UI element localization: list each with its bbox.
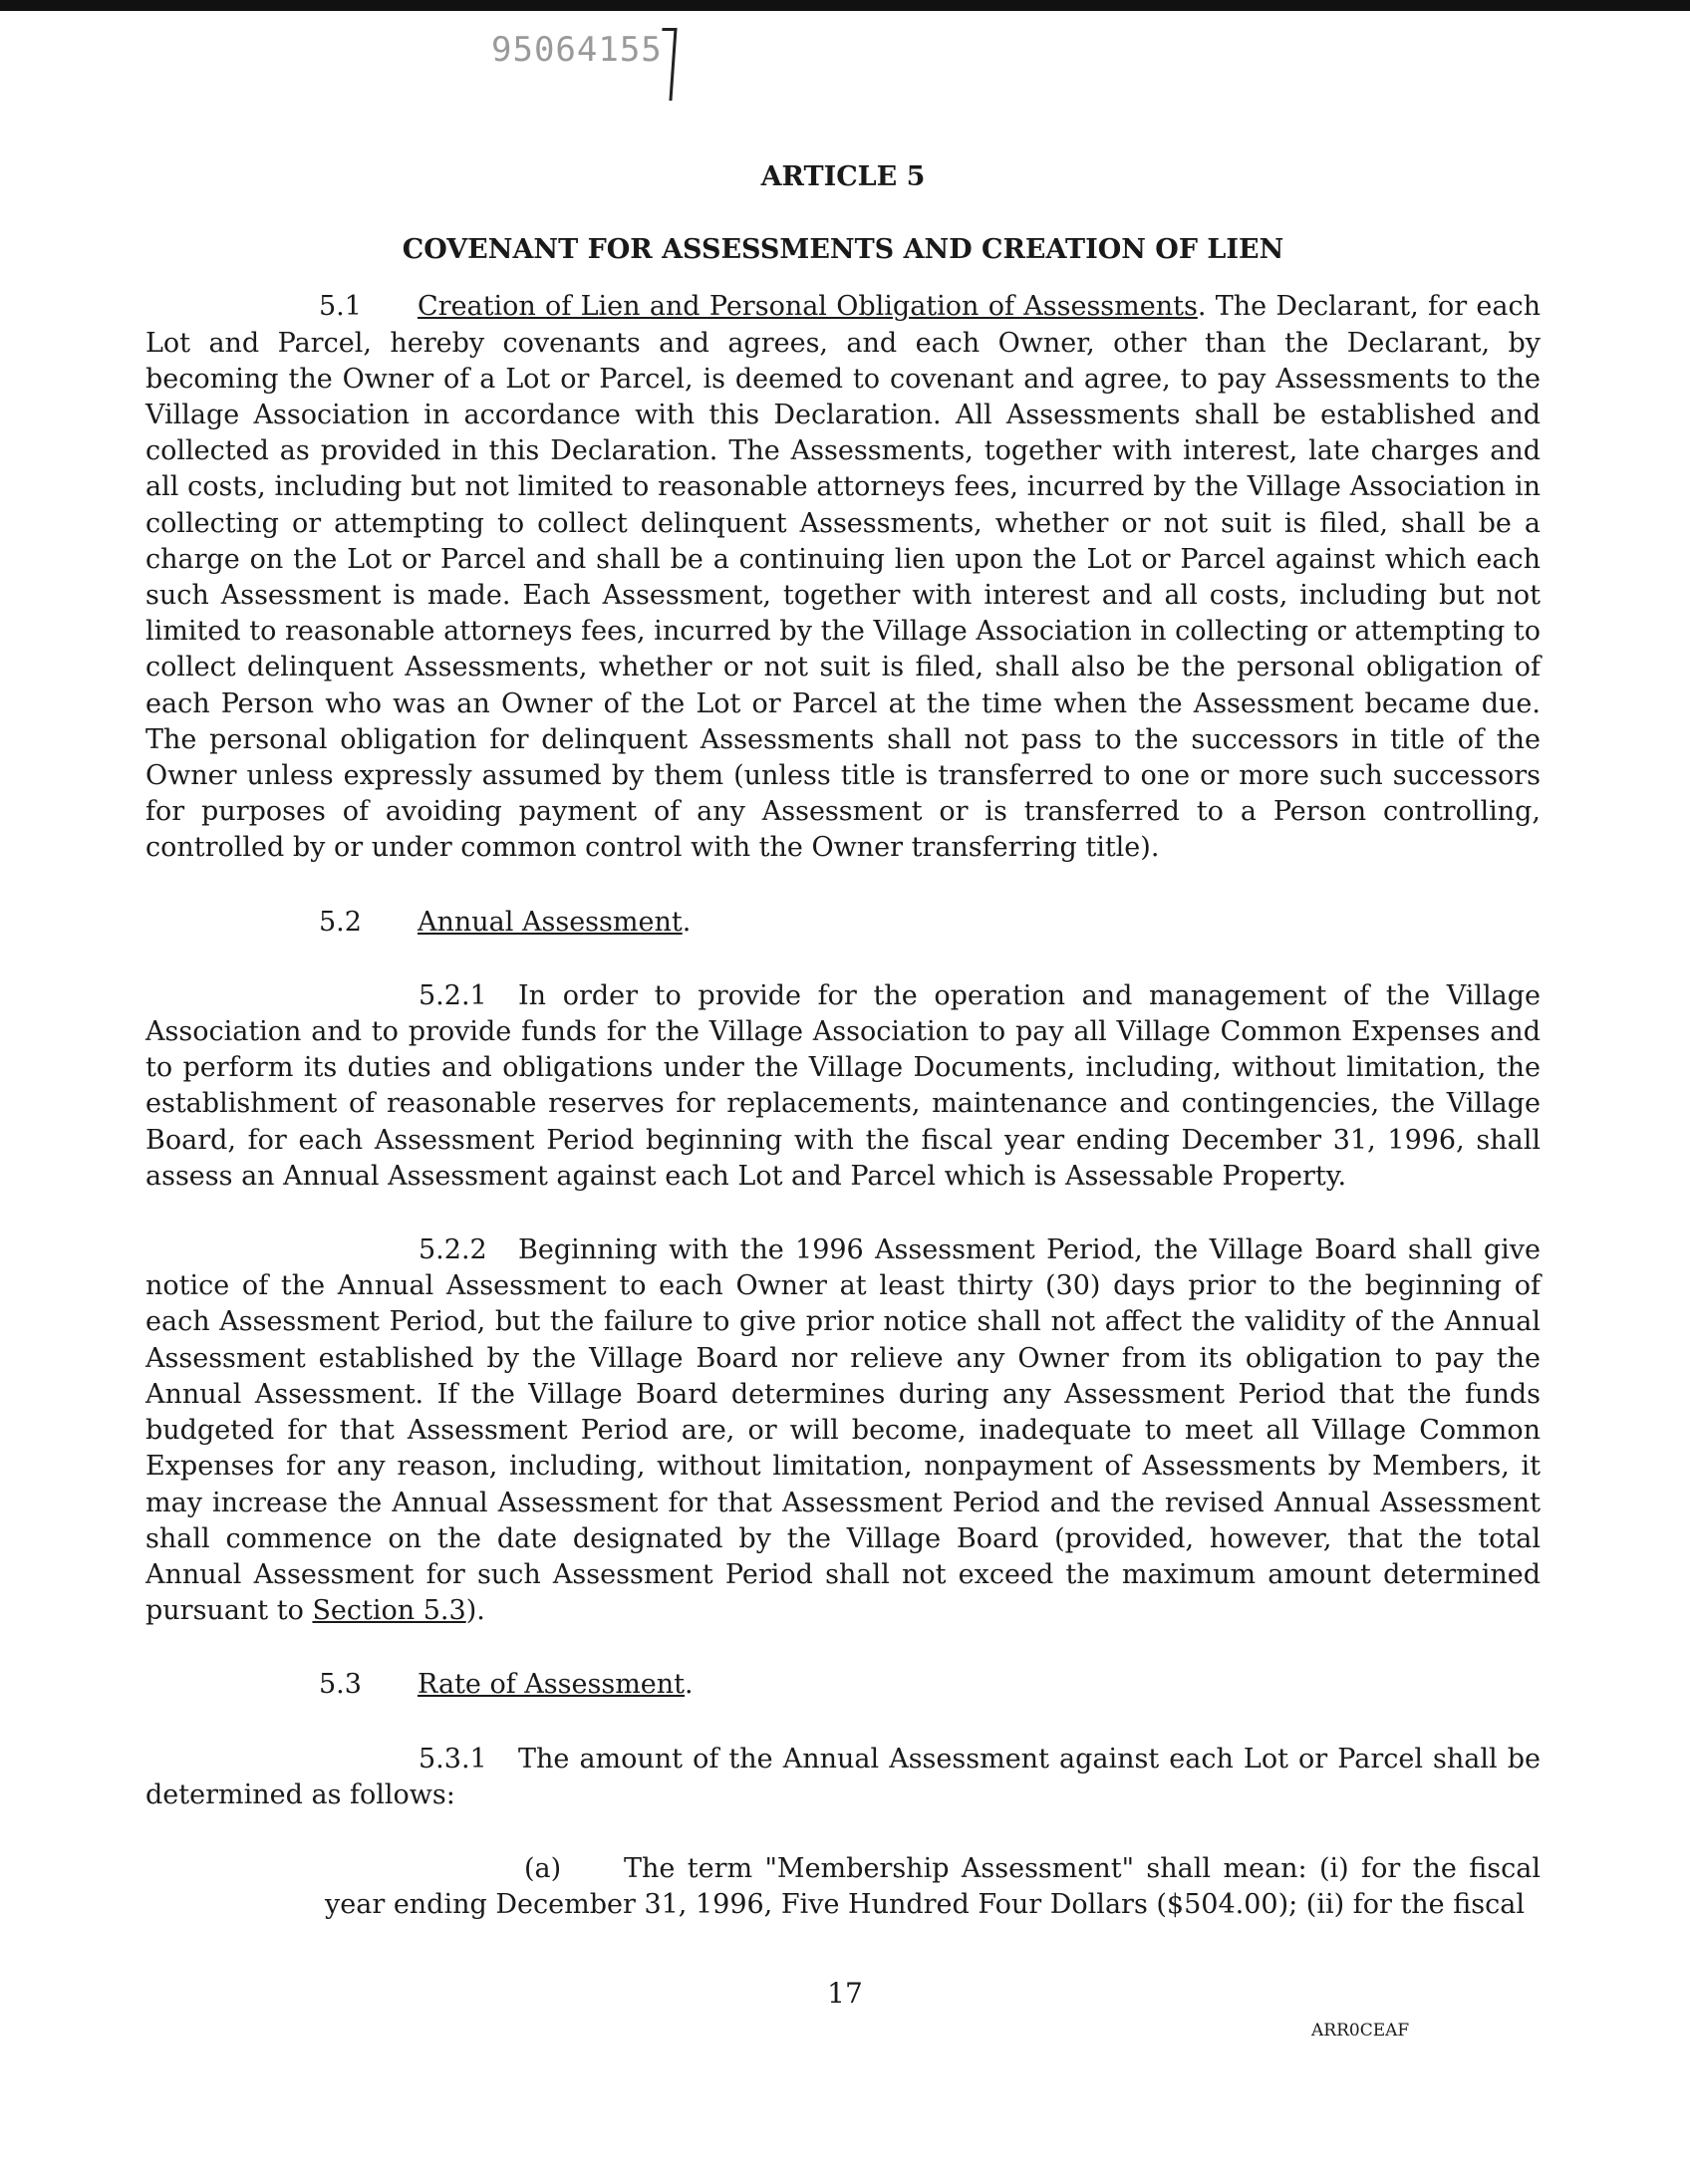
section-number: 5.3.1 xyxy=(419,1743,487,1774)
section-body: In order to provide for the operation and management of the Village Association and to provide funds for the Village Association to pay all Village Common Expenses and to perform its duties and obligations under the Village Documents, including, without limitation, the establishment of reasonable reserves for replacements, maintenance and contingencies, the Village Board, for each Assessment Period beginning with the fiscal year ending December 31, 1996, shall assess an Annual Assessment against each Lot and Parcel which is Assessable Property. xyxy=(145,979,1541,1192)
article-subtitle: COVENANT FOR ASSESSMENTS AND CREATION OF LIEN xyxy=(402,234,1284,266)
scan-top-edge xyxy=(0,0,1690,11)
article-title: ARTICLE 5 xyxy=(760,161,926,192)
page-number: 17 xyxy=(827,1977,863,2010)
section-5-2-1 xyxy=(145,978,1541,1195)
section-5-2-heading xyxy=(145,905,1541,941)
section-number: 5.1 xyxy=(319,291,362,323)
section-reference-link: Section 5.3 xyxy=(312,1595,466,1627)
paragraph-label: (a) xyxy=(524,1852,562,1884)
section-body: Beginning with the 1996 Assessment Period, the Village Board shall give notice of the Annual Assessment to each Owner at least thirty (30) days prior to the beginning of each Assessment Period, but the failure to give prior notice shall not affect the validity of the Annual Assessment established by the Village Board nor relieve any Owner from its obligation to pay the Annual Assessment. If the Village Board determines during any Assessment Period that the funds budgeted for that Assessment Period are, or will become, inadequate to meet all Village Common Expenses for any reason, including, without limitation, nonpayment of Assessments by Members, it may increase the Annual Assessment for that Assessment Period and the revised Annual Assessment shall commence on the date designated by the Village Board (provided, however, that the total Annual Assessment for such Assessment Period shall not exceed the maximum amount determined pursuant to xyxy=(145,1234,1541,1627)
section-number: 5.2.2 xyxy=(419,1234,487,1266)
section-title-period: . xyxy=(682,906,692,938)
section-5-1 xyxy=(145,289,1541,866)
section-number: 5.2 xyxy=(319,906,362,938)
section-body-end: ). xyxy=(465,1595,485,1627)
section-body: The amount of the Annual Assessment against each Lot or Parcel shall be determined as follows: xyxy=(145,1743,1541,1810)
document-stamp-number: 95064155 xyxy=(491,30,663,70)
section-title: Rate of Assessment xyxy=(418,1669,686,1701)
section-5-2-2 xyxy=(145,1232,1541,1629)
paragraph-a xyxy=(145,1851,1541,1923)
document-body xyxy=(145,159,1541,1923)
section-number: 5.3 xyxy=(319,1669,362,1701)
section-title-period: . xyxy=(685,1669,694,1701)
paragraph-body: The term "Membership Assessment" shall mean: (i) for the fiscal year ending December 31, 1996, Five Hundred Four Dollars ($504.00); (ii) for the fiscal xyxy=(325,1852,1541,1921)
section-title: Creation of Lien and Personal Obligation of Assessments xyxy=(418,291,1198,323)
section-body: . The Declarant, for each Lot and Parcel, hereby covenants and agrees, and each Owner, other than the Declarant, by becoming the Owner of a Lot or Parcel, is deemed to covenant and agree, to pay Assessments to the Village Association in accordance with this Declaration. All Assessments shall be established and collected as provided in this Declaration. The Assessments, together with interest, late charges and all costs, including but not limited to reasonable attorneys fees, incurred by the Village Association in collecting or attempting to collect delinquent Assessments, whether or not suit is filed, shall be a charge on the Lot or Parcel and shall be a continuing lien upon the Lot or Parcel against which each such Assessment is made. Each Assessment, together with interest and all costs, including but not limited to reasonable attorneys fees, incurred by the Village Association in collecting or attempting to collect delinquent Assessments, whether or not suit is filed, shall also be the personal obligation of each Person who was an Owner of the Lot or Parcel at the time when the Assessment became due. The personal obligation for delinquent Assessments shall not pass to the successors in title of the Owner unless expressly assumed by them (unless title is transferred to one or more such successors for purposes of avoiding payment of any Assessment or is transferred to a Person controlling, controlled by or under common control with the Owner transferring title). xyxy=(145,291,1541,864)
section-title: Annual Assessment xyxy=(418,906,683,938)
section-5-3-1 xyxy=(145,1742,1541,1813)
section-number: 5.2.1 xyxy=(419,979,487,1011)
document-code: ARR0CEAF xyxy=(1311,2021,1410,2041)
section-5-3-heading xyxy=(145,1667,1541,1703)
